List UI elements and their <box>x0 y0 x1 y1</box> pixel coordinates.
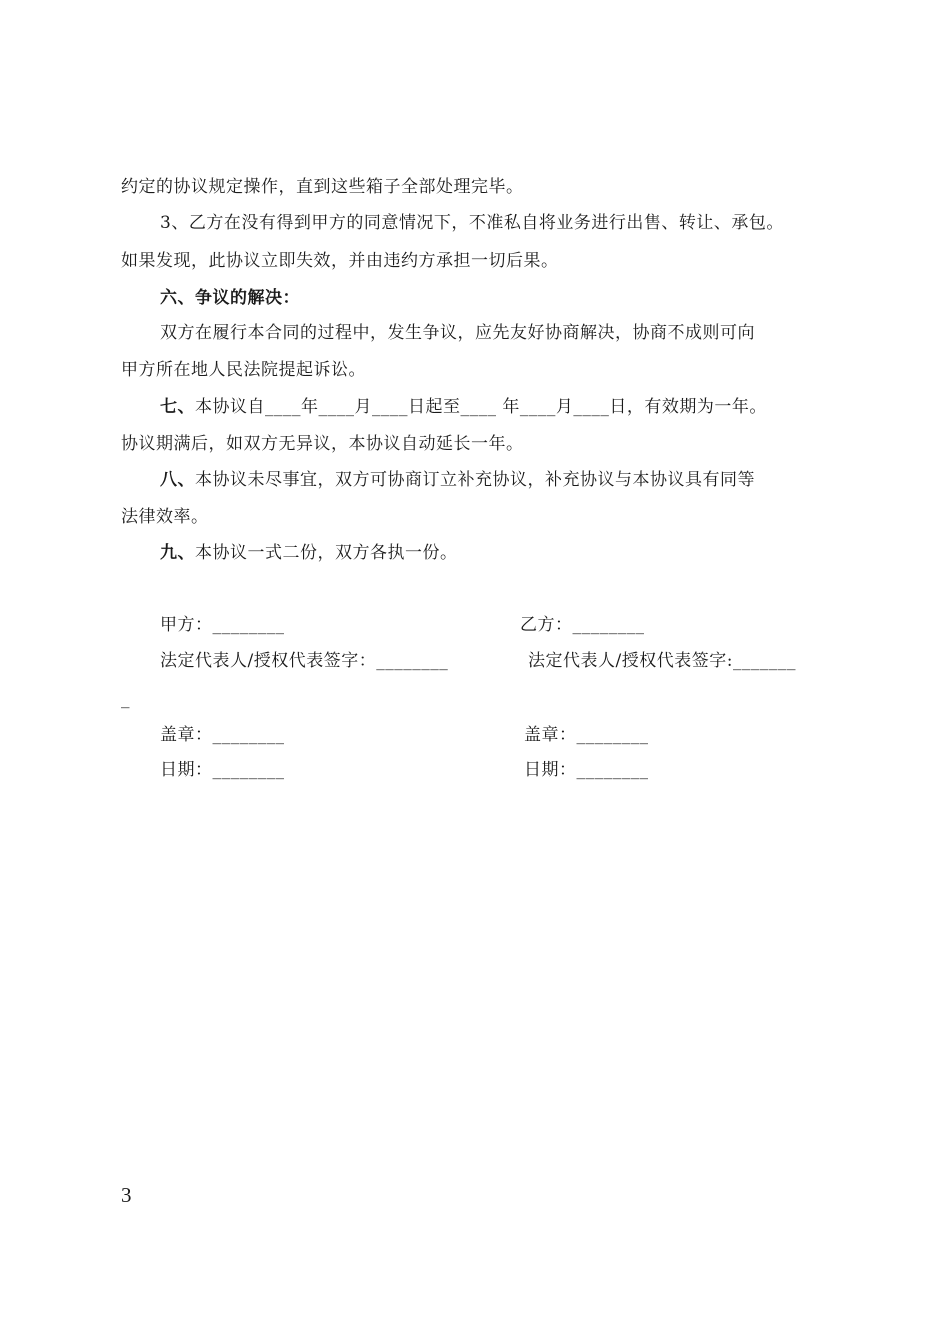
representative-a-signature: 法定代表人/授权代表签字：________ <box>160 651 449 671</box>
clause-seven <box>160 396 767 418</box>
representative-b-signature: 法定代表人/授权代表签字:_______ <box>528 651 796 671</box>
date-b-field: 日期：________ <box>524 760 649 780</box>
paragraph-line: 双方在履行本合同的过程中，发生争议，应先友好协商解决，协商不成则可向 <box>160 323 755 343</box>
date-a-field: 日期：________ <box>160 760 285 780</box>
party-b-field: 乙方：________ <box>520 615 645 635</box>
section-heading-dispute: 六、争议的解决： <box>160 288 300 308</box>
clause-text: 本协议一式二份，双方各执一份。 <box>195 543 458 563</box>
seal-b-field: 盖章：________ <box>524 725 649 745</box>
clause-eight <box>160 469 755 491</box>
clause-number: 九、 <box>160 543 195 563</box>
clause-number: 七、 <box>160 397 195 417</box>
party-a-field: 甲方：________ <box>160 615 285 635</box>
clause-text: 本协议未尽事宜，双方可协商订立补充协议，补充协议与本协议具有同等 <box>195 470 755 490</box>
signature-line-overflow: _ <box>121 689 130 709</box>
clause-nine <box>160 542 458 564</box>
paragraph-line: 甲方所在地人民法院提起诉讼。 <box>121 360 366 380</box>
seal-a-field: 盖章：________ <box>160 725 285 745</box>
paragraph-line: 3、乙方在没有得到甲方的同意情况下，不准私自将业务进行出售、转让、承包。 <box>160 213 784 233</box>
page-number: 3 <box>121 1183 132 1207</box>
paragraph-line: 协议期满后，如双方无异议，本协议自动延长一年。 <box>121 434 524 454</box>
clause-text: 本协议自____年____月____日起至____ 年____月____日，有效期为一年。 <box>195 397 767 417</box>
paragraph-line: 如果发现，此协议立即失效，并由违约方承担一切后果。 <box>121 251 559 271</box>
paragraph-line: 法律效率。 <box>121 507 209 527</box>
clause-number: 八、 <box>160 470 195 490</box>
paragraph-line: 约定的协议规定操作，直到这些箱子全部处理完毕。 <box>121 177 524 197</box>
